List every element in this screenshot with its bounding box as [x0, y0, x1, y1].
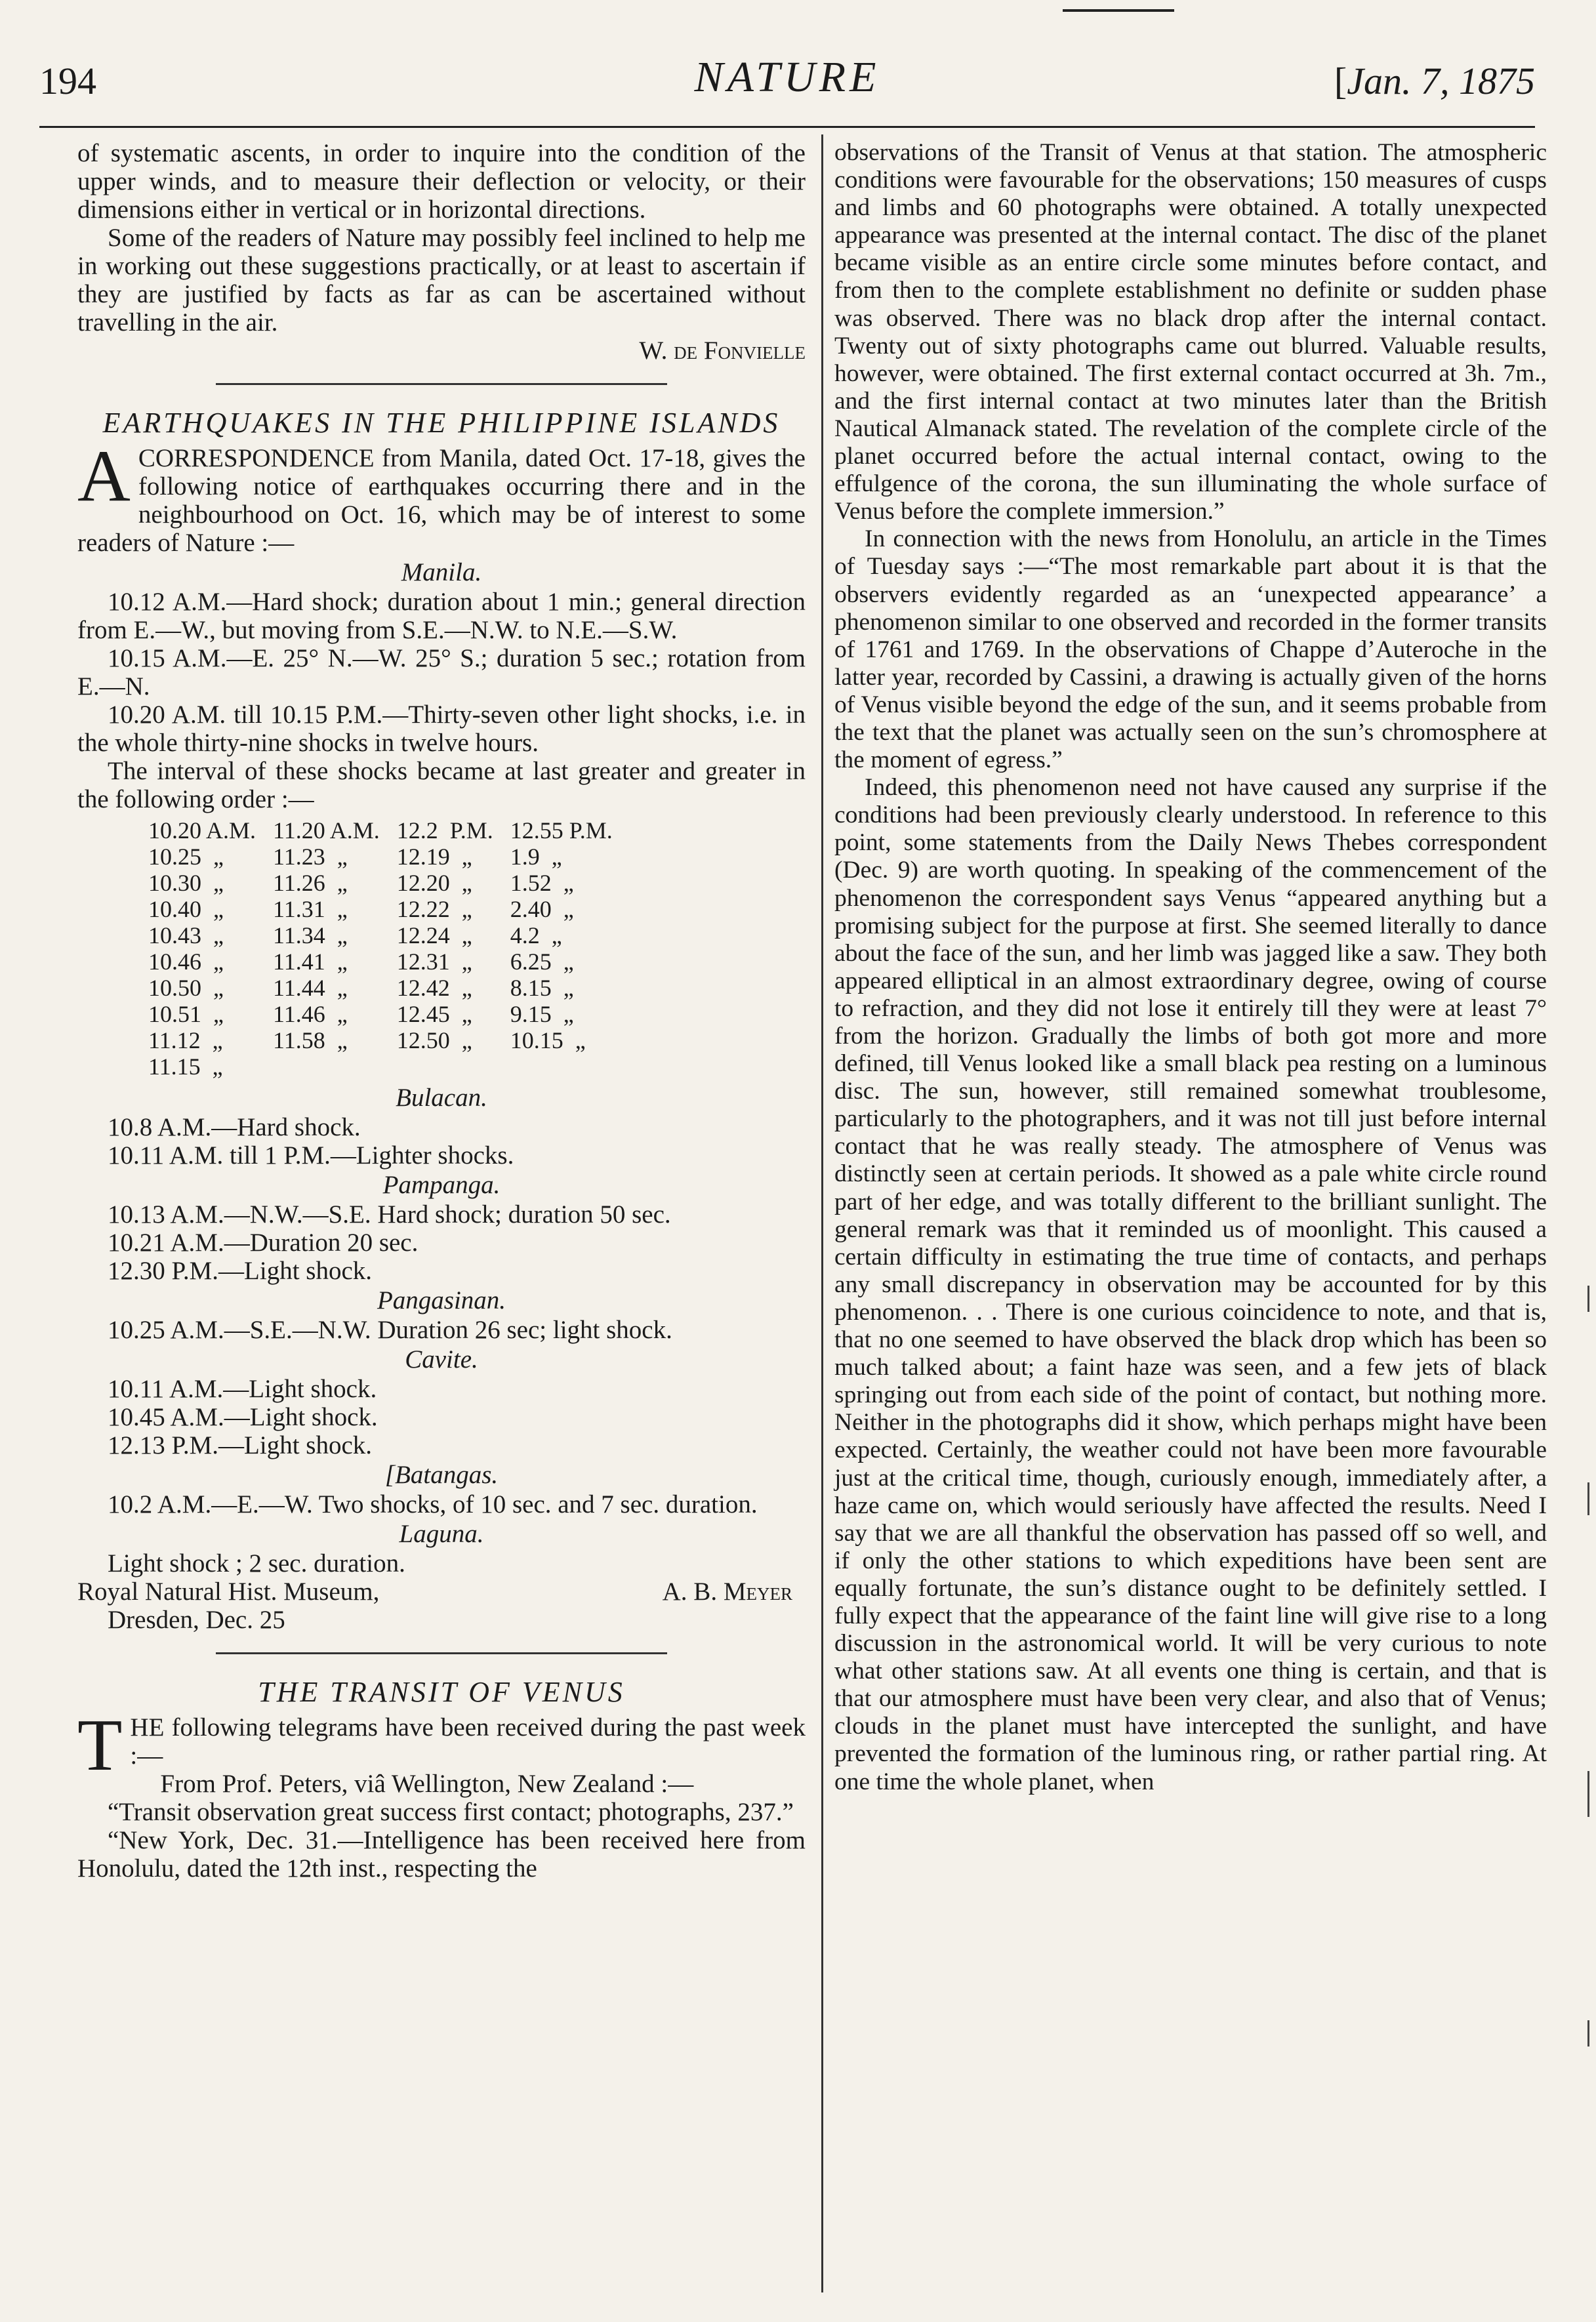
paragraph: The interval of these shocks became at last greater and greater in the following order :— [77, 757, 806, 813]
journal-title: NATURE [694, 53, 880, 101]
table-row: 10.25 „ 11.23 „ 12.19 „ 1.9 „ [148, 844, 562, 870]
edge-mark [1587, 1286, 1589, 1312]
location-heading: Laguna. [399, 1520, 484, 1548]
shock-entry: 12.30 P.M.—Light shock. [108, 1257, 373, 1285]
shock-entry: 10.20 A.M. till 10.15 P.M.—Thirty-seven other light shocks, i.e. in the whole thirty-nine shocks in twelve hours. [77, 701, 806, 757]
section-title-venus: THE TRANSIT OF VENUS [258, 1676, 625, 1708]
shock-entry: 10.2 A.M.—E.—W. Two shocks, of 10 sec. and 7 sec. duration. [108, 1490, 758, 1518]
museum-signature [77, 1578, 806, 1606]
paragraph: of systematic ascents, in order to inquire into the condition of the upper winds, and to measure their deflection or velocity, or their dimensions either in vertical or in horizontal directions. [77, 139, 806, 224]
issue-date-text: Jan. 7, 1875 [1347, 60, 1535, 102]
drop-cap: T [77, 1705, 123, 1786]
intro-text: CORRESPONDENCE from Manila, dated Oct. 17-18, gives the following notice of earthquakes occurring there and in the neighbourhood on Oct. 16, which may be of interest to some readers of Nature :— [77, 444, 806, 557]
shock-entry: 10.45 A.M.—Light shock. [108, 1403, 378, 1431]
location-heading: Cavite. [405, 1345, 478, 1374]
museum-date: Dresden, Dec. 25 [108, 1606, 285, 1634]
drop-cap: A [77, 436, 131, 517]
paragraph: From Prof. Peters, viâ Wellington, New Zealand :— [160, 1770, 694, 1798]
paragraph [77, 436, 806, 557]
paragraph: “New York, Dec. 31.—Intelligence has been received here from Honolulu, dated the 12th inst., respecting the [77, 1826, 806, 1883]
location-heading: [Batangas. [384, 1461, 499, 1489]
header-rule [39, 126, 1535, 128]
section-divider [216, 383, 667, 385]
table-row: 10.46 „ 11.41 „ 12.31 „ 6.25 „ [148, 948, 574, 975]
location-heading: Pampanga. [382, 1171, 501, 1199]
table-row: 11.15 „ [148, 1053, 223, 1080]
paragraph: observations of the Transit of Venus at that station. The atmospheric conditions were favourable for the observations; 150 measures of cusps and limbs and 60 photographs were obtained. A totally unexpected appearance was presented at the internal contact. The disc of the planet became visible as an entire circle some minutes before contact, and from then to the complete establishment no definite or sudden phase was observed. There was no black drop after the internal contact. Twenty out of sixty photographs came out blurred. Valuable results, however, were obtained. The first external contact occurred at 3h. 7m., and the first internal contact at two minutes later than the British Nautical Almanack stated. The revelation of the complete circle of the planet occurred before the actual internal contact, owing to the effulgence of the corona, the sun illuminating the whole surface of Venus before the complete immersion.” [834, 139, 1547, 525]
table-row: 11.12 „ 11.58 „ 12.50 „ 10.15 „ [148, 1027, 586, 1053]
signature: W. de Fonvielle [639, 336, 806, 365]
table-row: 10.30 „ 11.26 „ 12.20 „ 1.52 „ [148, 870, 574, 896]
right-column [834, 139, 1547, 1796]
shock-entry: 10.11 A.M.—Light shock. [108, 1375, 377, 1403]
paragraph: “Transit observation great success first contact; photographs, 237.” [108, 1798, 794, 1826]
paragraph: Some of the readers of Nature may possibly feel inclined to help me in working out these suggestions practically, or at least to ascertain if they are justified by facts as far as can be ascertained without travelling in the air. [77, 224, 806, 336]
shock-entry: Light shock ; 2 sec. duration. [108, 1549, 405, 1578]
edge-mark [1587, 1482, 1589, 1515]
top-rule [1063, 9, 1174, 12]
shock-entry: 10.12 A.M.—Hard shock; duration about 1 min.; general direction from E.—W., but moving from S.E.—N.W. to N.E.—S.W. [77, 588, 806, 644]
shock-times-table [148, 817, 630, 1080]
shock-entry: 12.13 P.M.—Light shock. [108, 1431, 373, 1459]
edge-mark [1587, 1771, 1589, 1817]
table-row: 10.40 „ 11.31 „ 12.22 „ 2.40 „ [148, 896, 574, 922]
shock-entry: 10.11 A.M. till 1 P.M.—Lighter shocks. [108, 1141, 514, 1170]
table-row: 10.43 „ 11.34 „ 12.24 „ 4.2 „ [148, 922, 562, 948]
shock-entry: 10.13 A.M.—N.W.—S.E. Hard shock; duration 50 sec. [108, 1200, 671, 1229]
paragraph: In connection with the news from Honolulu, an article in the Times of Tuesday says :—“The most remarkable part about it is that the observers evidently regarded as an ‘unexpected appearance’ a phenomenon similar to one observed and recorded in the former transits of 1761 and 1769. In the observations of Chappe d’Auteroche in the latter year, recorded by Cassini, a drawing is actually given of the horns of Venus visible beyond the edge of the sun, and it seems probable from the text that the planet was actually seen on the sun’s chromosphere at the moment of egress.” [834, 525, 1547, 774]
table-row: 10.51 „ 11.46 „ 12.45 „ 9.15 „ [148, 1001, 574, 1027]
paragraph: Indeed, this phenomenon need not have caused any surprise if the conditions had been previously clearly understood. In reference to this point, some statements from the Daily News Thebes correspondent (Dec. 9) are worth quoting. In speaking of the commencement of the phenomenon the correspondent says Venus “appeared anything but a promising subject for the purpose at first. She seemed literally to dance about the face of the sun, and her limb was jagged like a saw. They both appeared elliptical in an almost extraordinary degree, owing of course to refraction, and they did not lose it entirely till they were at least 7° from the horizon. Gradually the limbs of both got more and more defined, till Venus looked like a small black pea resting on a luminous disc. The sun, however, still remained somewhat troublesome, particularly to the photographers, and it was not till just before internal contact that he was really steady. The atmosphere of Venus was distinctly seen at certain periods. It showed as a pale white circle round part of her edge, and was totally different to the brilliant sunlight. The general remark was that it reminded us of moonlight. This caused a certain difficulty in estimating the true time of contacts, and perhaps any small discrepancy in observation may be accounted for by this phenomenon. . . There is one curious coincidence to note, and that is, that no one seemed to have observed the black drop which has been so much talked about; a faint haze was seen, and a few jets of black springing out from each side of the point of contact, but nothing more. Neither in the photographs did it show, which perhaps might have been expected. Certainly, the weather could not have been more favourable just at the critical time, though, curiously enough, immediately after, a haze came on, which would seriously have affected the results. Need I say that we are all thankful the observation has passed off so well, and if only the other stations to which expeditions have been sent are equally fortunate, the sun’s distance ought to be definitely settled. I fully expect that the appearance of the faint line will give rise to a long discussion in the astronomical world. It will be very curious to note what other stations saw. At all events one thing is certain, and that is that our atmosphere must have been very clear, and also that of Venus; clouds in the planet must have intercepted the sunlight, and have prevented the formation of the luminous ring, or rather partial ring. At one time the whole planet, when [834, 774, 1547, 1795]
shock-entry: 10.15 A.M.—E. 25° N.—W. 25° S.; duration 5 sec.; rotation from E.—N. [77, 644, 806, 701]
intro-text: HE following telegrams have been received during the past week :— [130, 1713, 806, 1770]
shock-entry: 10.21 A.M.—Duration 20 sec. [108, 1229, 419, 1257]
location-heading: Pangasinan. [377, 1286, 506, 1314]
column-divider [821, 134, 823, 2292]
author-signature: A. B. Meyer [662, 1578, 792, 1606]
table-row: 10.50 „ 11.44 „ 12.42 „ 8.15 „ [148, 975, 574, 1001]
table-row: 10.20 A.M. 11.20 A.M. 12.2 P.M. 12.55 P.M. [148, 817, 613, 844]
page-number: 194 [39, 60, 96, 102]
section-divider [216, 1652, 667, 1654]
location-heading: Manila. [401, 558, 482, 586]
section-title-earthquakes: EARTHQUAKES IN THE PHILIPPINE ISLANDS [102, 407, 781, 439]
shock-entry: 10.8 A.M.—Hard shock. [108, 1113, 361, 1141]
issue-date: [Jan. 7, 1875 [1334, 60, 1535, 102]
left-column [77, 139, 806, 1883]
edge-mark [1587, 2020, 1589, 2047]
page-header [39, 46, 1535, 118]
museum-name: Royal Natural Hist. Museum, [77, 1578, 380, 1606]
shock-entry: 10.25 A.M.—S.E.—N.W. Duration 26 sec; light shock. [108, 1316, 672, 1344]
location-heading: Bulacan. [396, 1084, 487, 1112]
